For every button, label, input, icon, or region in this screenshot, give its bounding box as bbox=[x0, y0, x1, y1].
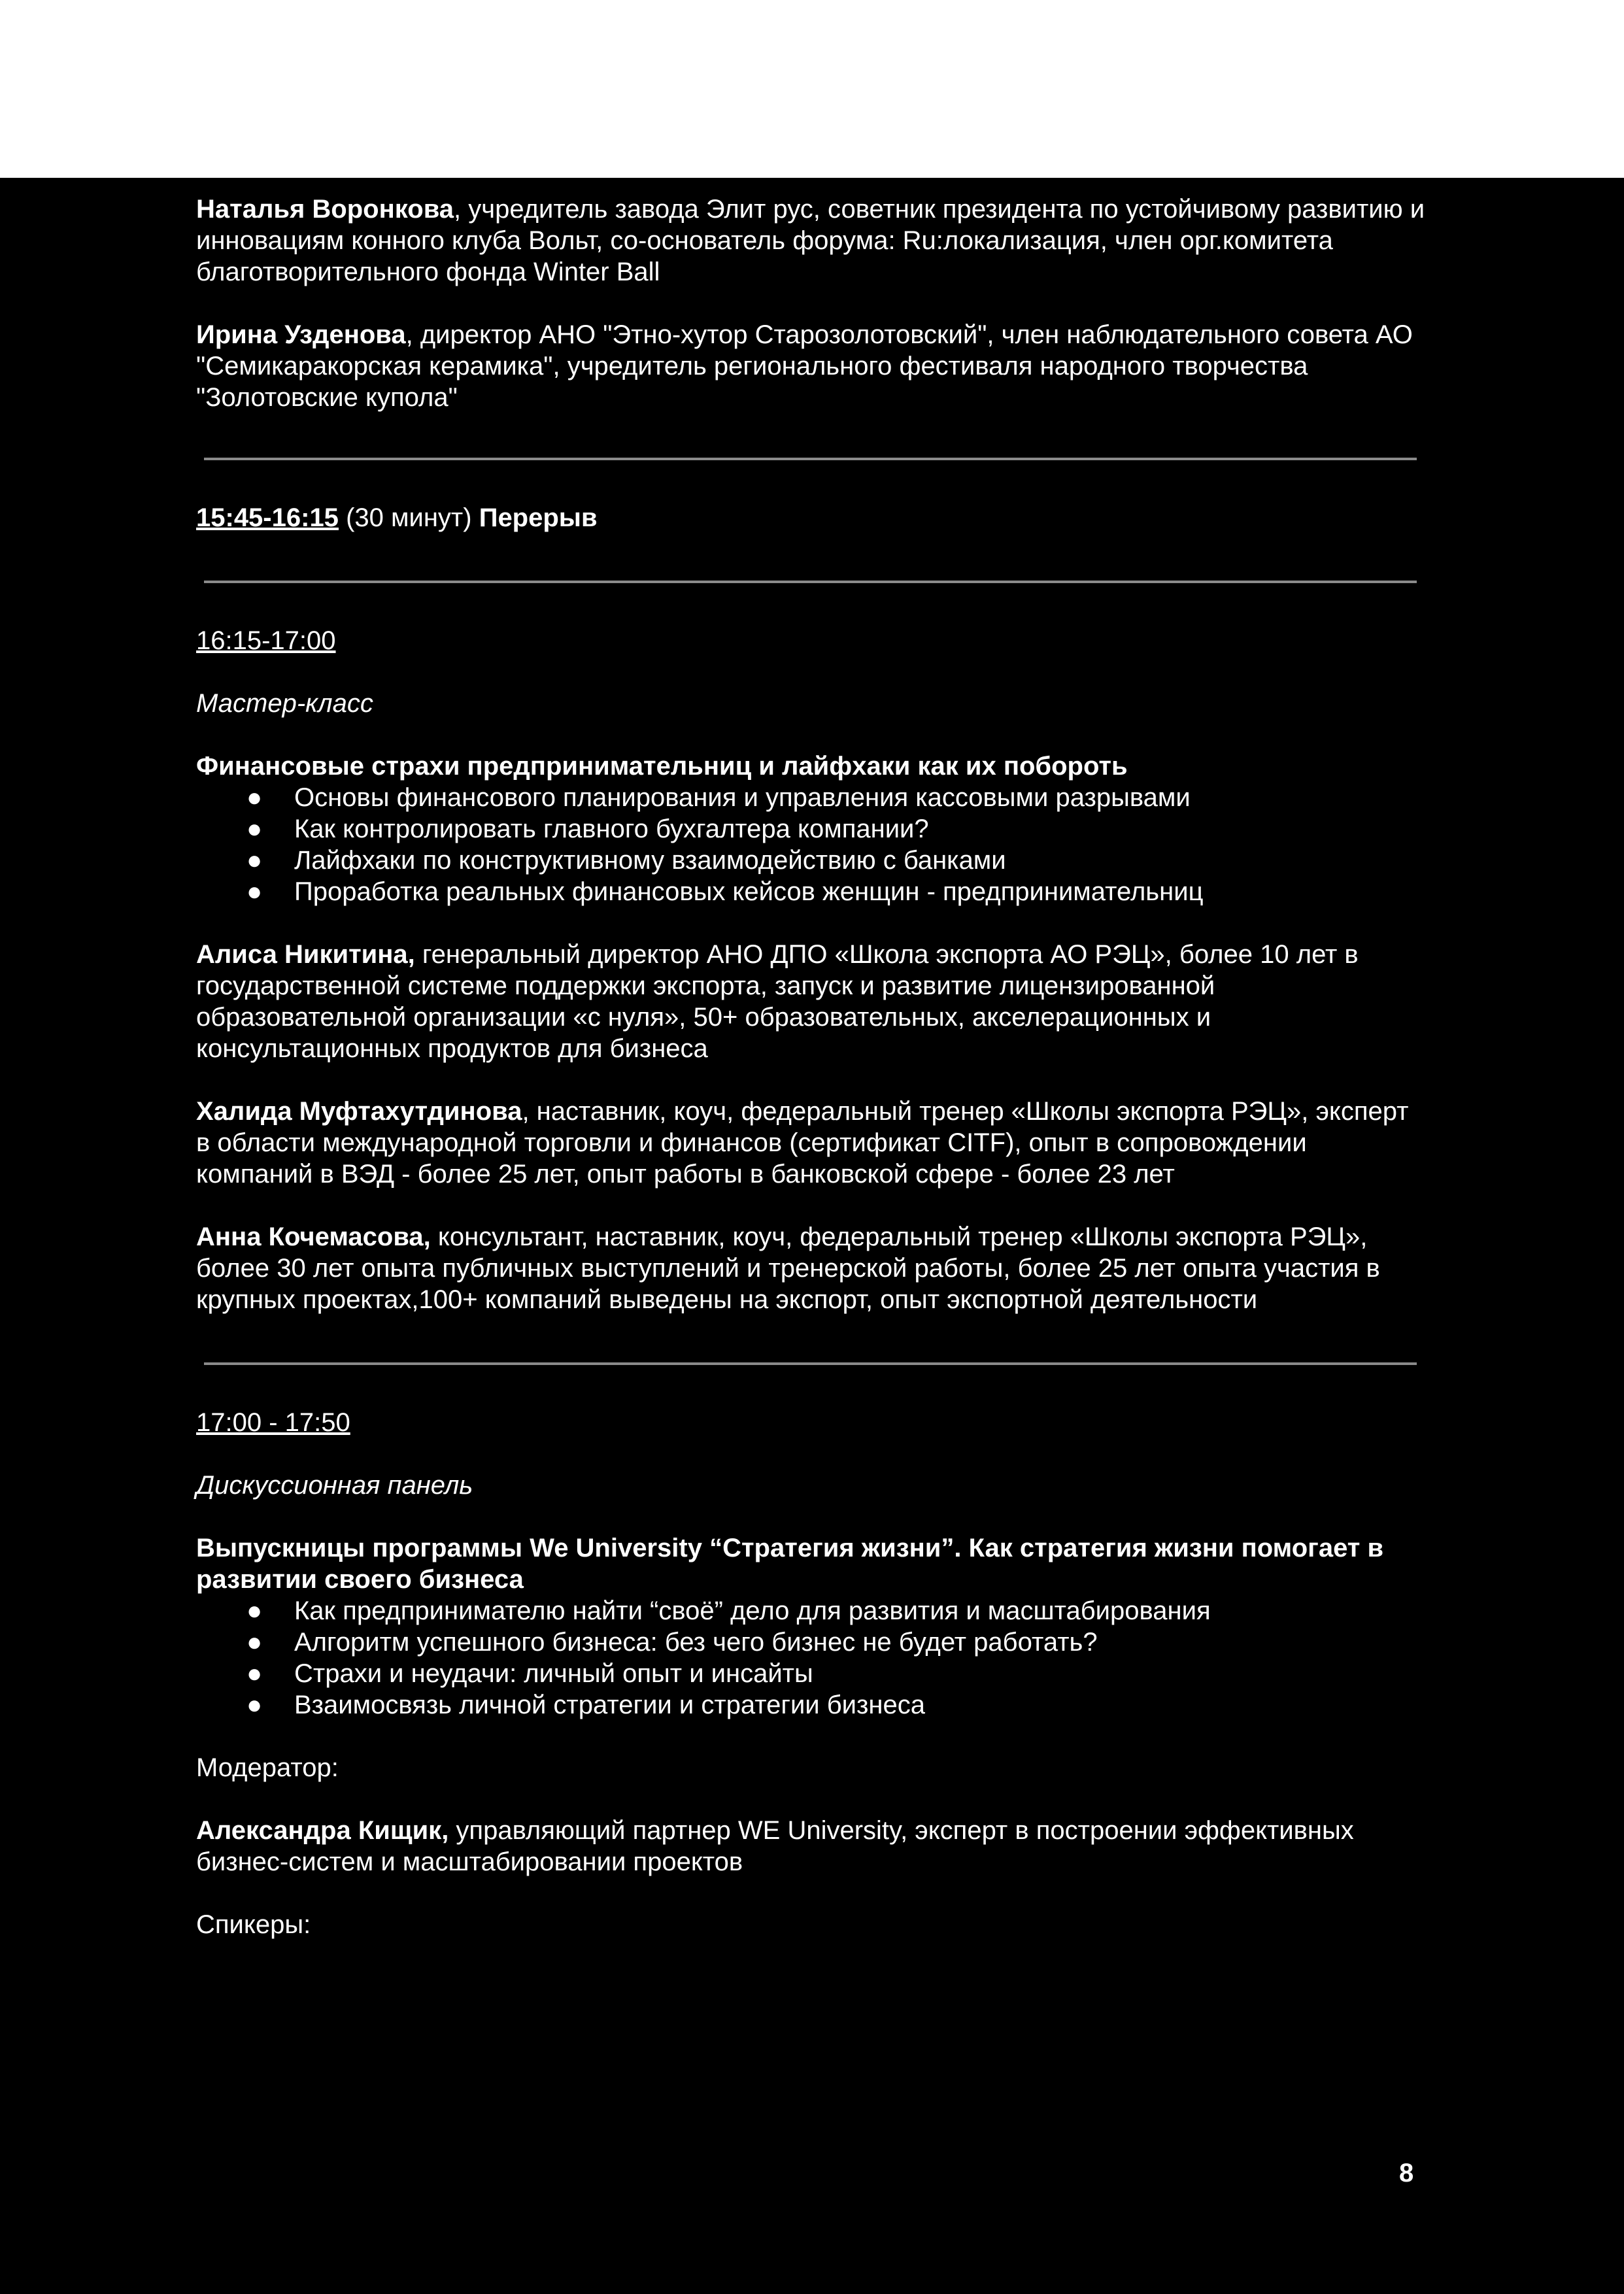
speaker-description: , наставник, коуч, федеральный тренер «Школы экспорта РЭЦ», эксперт в области международной торговли и финансов (сертификат CITF), опыт в сопровождении компаний в ВЭД - более 25 лет, опыт работы в банковской сфере - более 23 лет bbox=[196, 1097, 1409, 1189]
bullet-icon: ● bbox=[246, 815, 263, 843]
speaker-name: Халида Муфтахутдинова bbox=[196, 1097, 522, 1126]
speaker-name: Ирина Узденова bbox=[196, 320, 406, 349]
moderator-name: Александра Кищик, bbox=[196, 1816, 449, 1845]
list-item: ● Взаимосвязь личной стратегии и стратегии бизнеса bbox=[246, 1691, 925, 1719]
section-divider bbox=[204, 581, 1417, 583]
session-topics-list bbox=[196, 782, 1425, 907]
speaker-bio bbox=[196, 194, 1425, 288]
break-title: Перерыв bbox=[479, 503, 598, 532]
break-time: 15:45-16:15 bbox=[196, 503, 339, 532]
speaker-bio bbox=[196, 939, 1425, 1064]
speaker-name: Наталья Воронкова bbox=[196, 195, 454, 224]
speaker-name: Алиса Никитина, bbox=[196, 940, 415, 969]
list-item: ● Лайфхаки по конструктивному взаимодействию с банками bbox=[246, 846, 1006, 875]
page-number: 8 bbox=[1399, 2159, 1414, 2187]
bullet-icon: ● bbox=[246, 1659, 263, 1688]
section-divider bbox=[204, 458, 1417, 460]
speaker-description: консультант, наставник, коуч, федеральный тренер «Школы экспорта РЭЦ», более 30 лет опыта публичных выступлений и тренерской работы, более 25 лет опыта участия в крупных проектах,100+ компаний выведены на экспорт, опыт экспортной деятельности bbox=[196, 1223, 1380, 1314]
moderator-label: Модератор: bbox=[196, 1753, 339, 1782]
speaker-bio bbox=[196, 1096, 1425, 1190]
bullet-icon: ● bbox=[246, 877, 263, 906]
speaker-description: , директор АНО "Этно-хутор Старозолотовский", член наблюдательного совета АО "Семикаракорская керамика", учредитель регионального фестиваля народного творчества "Золотовские купола" bbox=[196, 320, 1413, 412]
speakers-label: Спикеры: bbox=[196, 1910, 311, 1939]
list-item: ● Как предпринимателю найти “своё” дело для развития и масштабирования bbox=[246, 1596, 1211, 1625]
page-header-band bbox=[0, 0, 1624, 178]
list-item: ● Как контролировать главного бухгалтера компании? bbox=[246, 815, 929, 843]
list-item: ● Проработка реальных финансовых кейсов женщин - предпринимательниц bbox=[246, 877, 1204, 906]
speaker-name: Анна Кочемасова, bbox=[196, 1223, 431, 1251]
list-item: ● Алгоритм успешного бизнеса: без чего бизнес не будет работать? bbox=[246, 1628, 1098, 1657]
session-topics-list bbox=[196, 1595, 1425, 1721]
break-duration: (30 минут) bbox=[346, 503, 472, 532]
moderator-bio bbox=[196, 1815, 1425, 1878]
session-time: 16:15-17:00 bbox=[196, 626, 336, 655]
speaker-description: генеральный директор АНО ДПО «Школа экспорта АО РЭЦ», более 10 лет в государственной системе поддержки экспорта, запуск и развитие лицензированной образовательной организации «с нуля», 50+ образовательных, акселерационных и консультационных продуктов для бизнеса bbox=[196, 940, 1359, 1063]
speaker-bio bbox=[196, 1221, 1425, 1315]
bullet-icon: ● bbox=[246, 846, 263, 875]
document-body bbox=[196, 194, 1425, 1940]
session-time: 17:00 - 17:50 bbox=[196, 1408, 350, 1437]
speaker-bio bbox=[196, 319, 1425, 413]
speaker-description: , учредитель завода Элит рус, советник президента по устойчивому развитию и инновациям конного клуба Вольт, со-основатель форума: Ru:локализация, член орг.комитета благотворительного фонда Winter Ball bbox=[196, 195, 1425, 286]
bullet-icon: ● bbox=[246, 783, 263, 812]
session-format: Мастер-класс bbox=[196, 689, 373, 718]
list-item: ● Страхи и неудачи: личный опыт и инсайты bbox=[246, 1659, 813, 1688]
bullet-icon: ● bbox=[246, 1691, 263, 1719]
bullet-icon: ● bbox=[246, 1596, 263, 1625]
section-divider bbox=[204, 1362, 1417, 1365]
session-title: Финансовые страхи предпринимательниц и лайфхаки как их побороть bbox=[196, 752, 1128, 781]
session-format: Дискуссионная панель bbox=[196, 1471, 473, 1500]
moderator-description: управляющий партнер WE University, эксперт в построении эффективных бизнес-систем и масштабировании проектов bbox=[196, 1816, 1354, 1876]
bullet-icon: ● bbox=[246, 1628, 263, 1657]
break-line bbox=[196, 502, 1425, 533]
session-title: Выпускницы программы We University “Стратегия жизни”. Как стратегия жизни помогает в развитии своего бизнеса bbox=[196, 1534, 1384, 1594]
list-item: ● Основы финансового планирования и управления кассовыми разрывами bbox=[246, 783, 1191, 812]
